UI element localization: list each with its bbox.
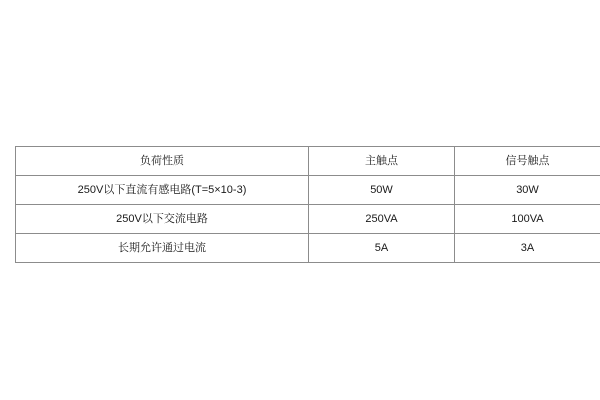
cell-signal-contact: 3A xyxy=(455,234,600,263)
cell-load-nature: 250V以下交流电路 xyxy=(16,205,309,234)
table-header-row xyxy=(16,147,600,176)
cell-load-nature: 长期允许通过电流 xyxy=(16,234,309,263)
cell-main-contact: 50W xyxy=(309,176,455,205)
table-row xyxy=(16,205,600,234)
cell-main-contact: 250VA xyxy=(309,205,455,234)
cell-signal-contact: 100VA xyxy=(455,205,600,234)
header-cell-main-contact: 主触点 xyxy=(309,147,455,176)
header-cell-load-nature: 负荷性质 xyxy=(16,147,309,176)
table-row xyxy=(16,176,600,205)
cell-main-contact: 5A xyxy=(309,234,455,263)
table-row xyxy=(16,234,600,263)
cell-load-nature: 250V以下直流有感电路(T=5×10-3) xyxy=(16,176,309,205)
cell-signal-contact: 30W xyxy=(455,176,600,205)
contact-rating-table xyxy=(15,146,600,263)
header-cell-signal-contact: 信号触点 xyxy=(455,147,600,176)
